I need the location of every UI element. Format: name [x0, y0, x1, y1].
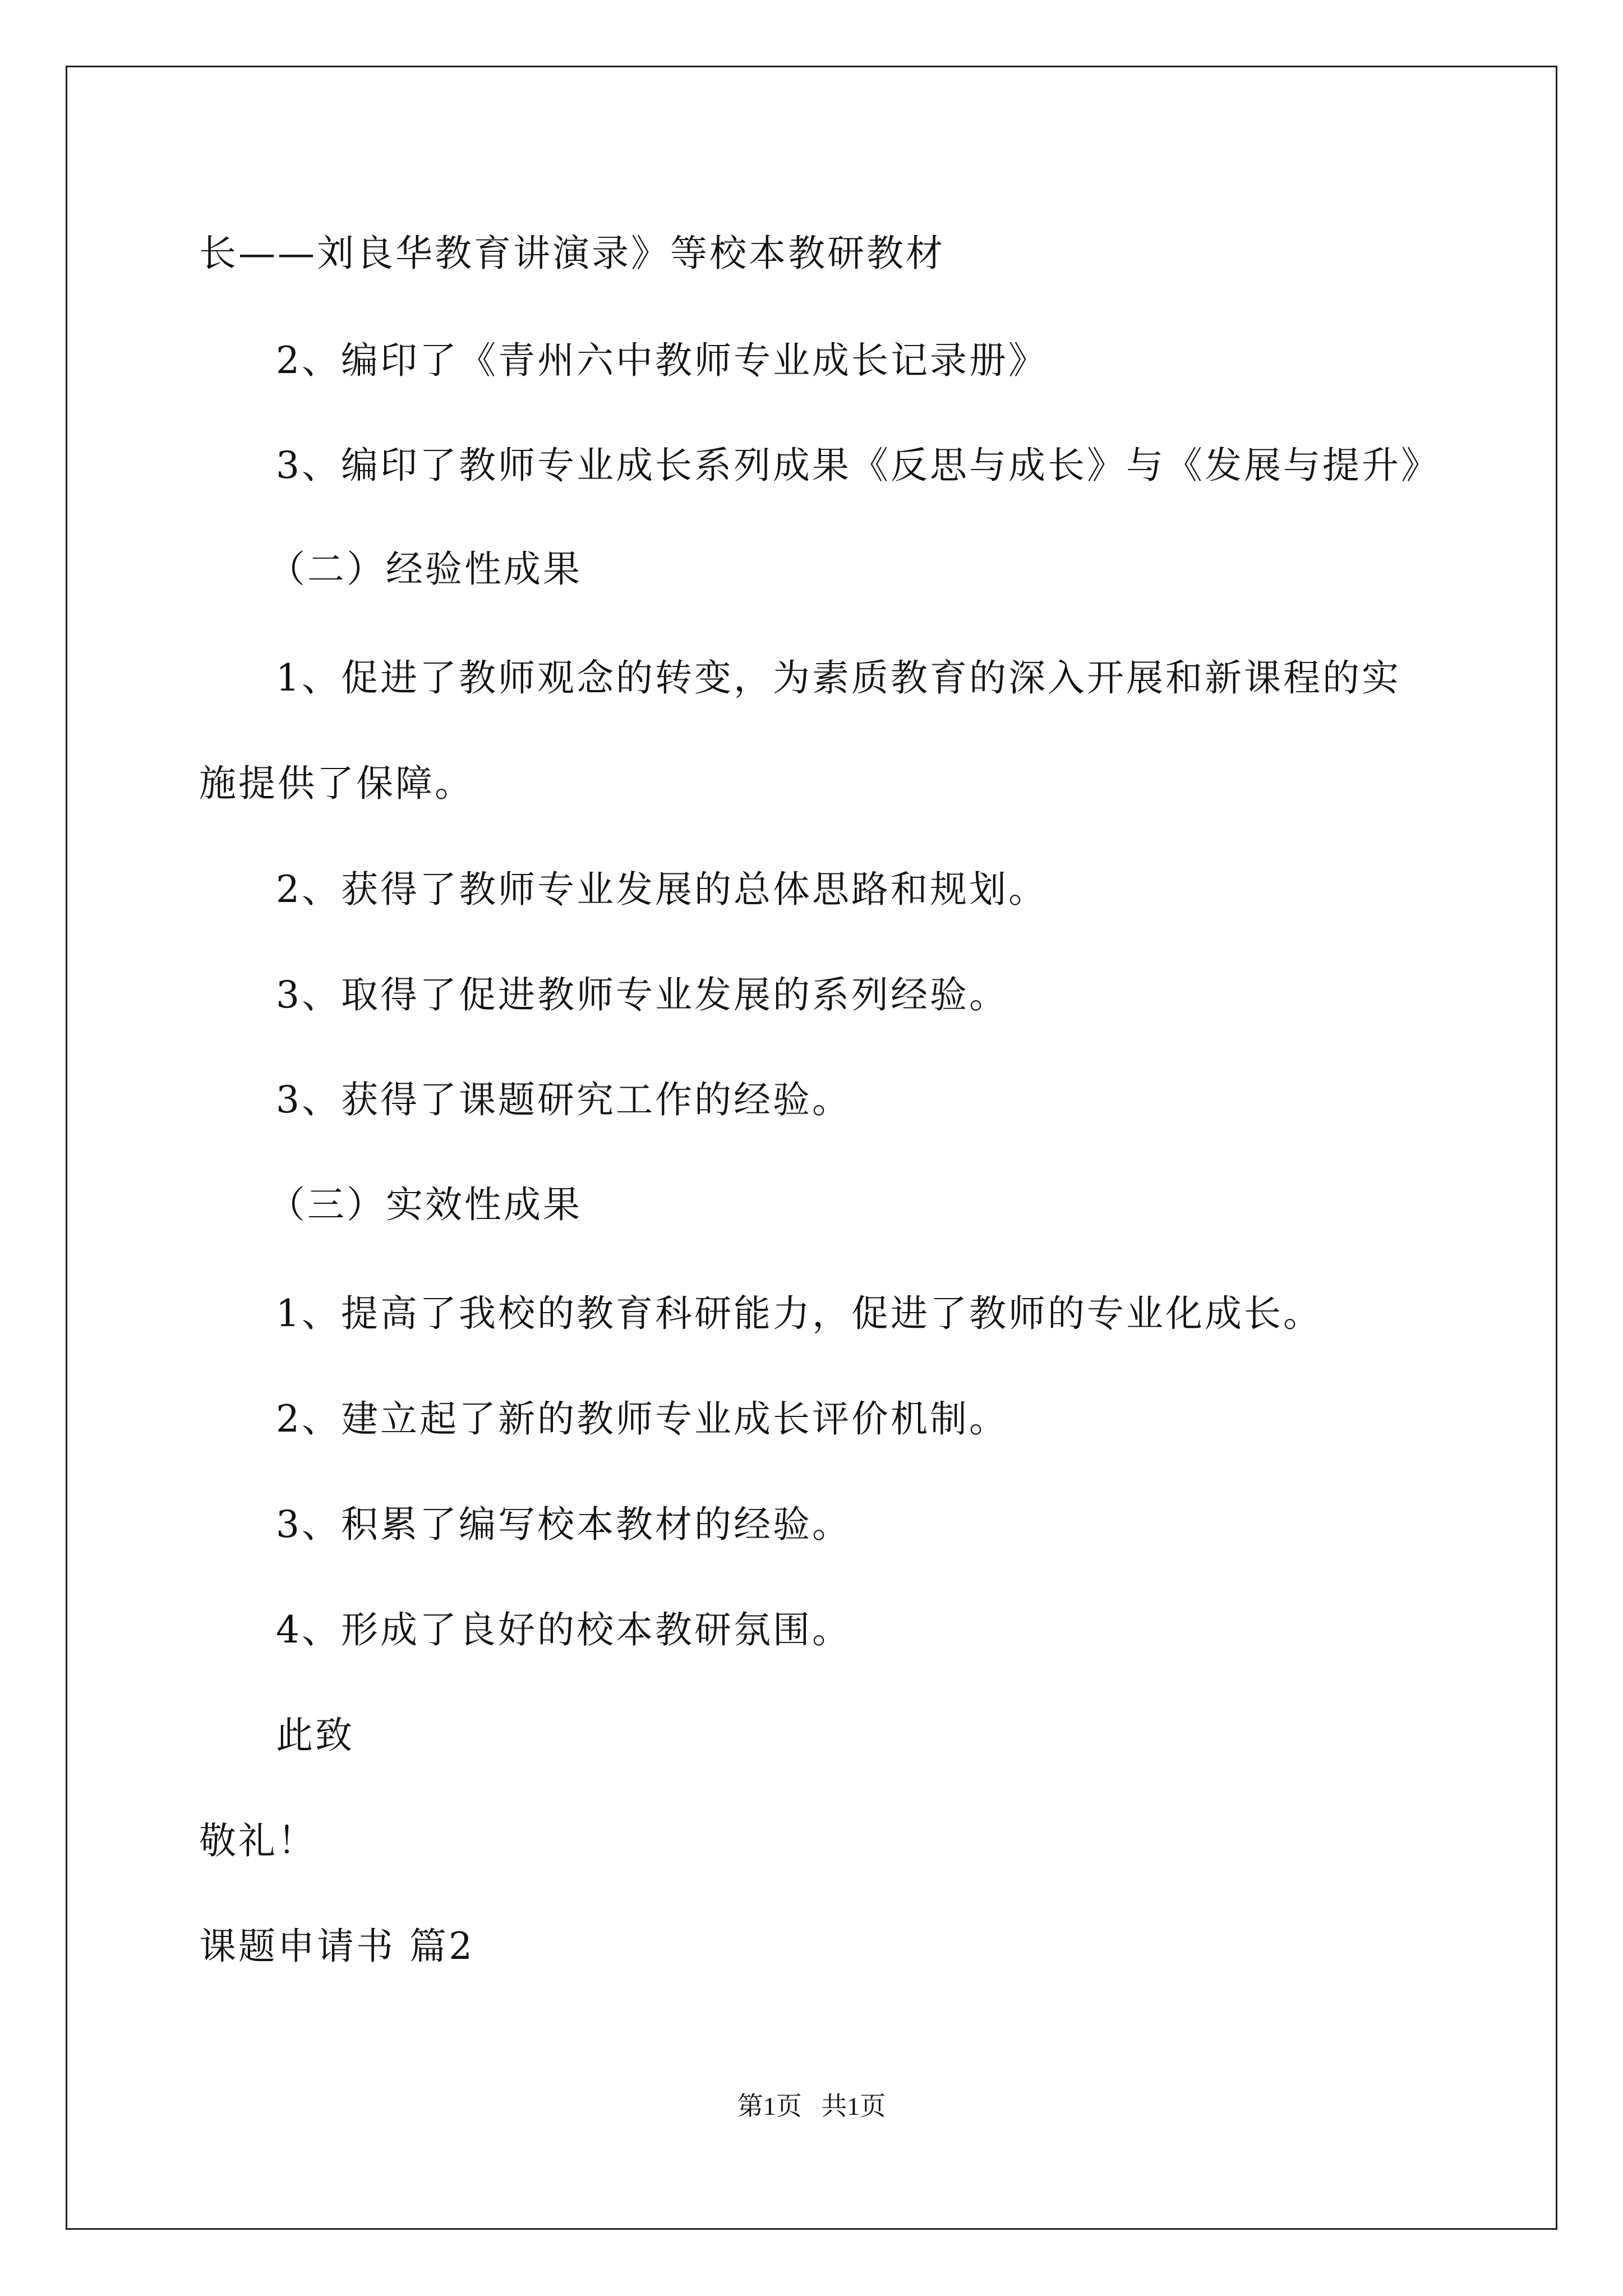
- text-line-item: 4、形成了良好的校本教研氛围。: [276, 1608, 851, 1651]
- text-line-item: 1、促进了教师观念的转变，为素质教育的深入开展和新课程的实: [276, 656, 1401, 700]
- text-line-item: 3、编印了教师专业成长系列成果《反思与成长》与《发展与提升》: [276, 444, 1440, 487]
- next-section-title: 课题申请书 篇2: [199, 1925, 474, 1968]
- text-line-continuation: 长——刘良华教育讲演录》等校本教研教材: [199, 232, 945, 275]
- text-line-item: 3、获得了课题研究工作的经验。: [276, 1078, 851, 1121]
- text-line-item: 3、取得了促进教师专业发展的系列经验。: [276, 973, 1008, 1016]
- closing-regards: 敬礼！: [199, 1819, 317, 1862]
- page-footer: 第1页 共1页: [737, 2092, 886, 2120]
- section-heading: （三）实效性成果: [268, 1183, 582, 1226]
- text-line-continuation: 施提供了保障。: [199, 762, 474, 805]
- section-heading: （二）经验性成果: [268, 547, 582, 591]
- text-line-item: 1、提高了我校的教育科研能力，促进了教师的专业化成长。: [276, 1292, 1322, 1335]
- text-line-item: 3、积累了编写校本教材的经验。: [276, 1503, 851, 1546]
- text-line-item: 2、获得了教师专业发展的总体思路和规划。: [276, 868, 1048, 911]
- closing-salutation: 此致: [276, 1714, 354, 1757]
- page-border: [66, 66, 1557, 2230]
- text-line-item: 2、建立起了新的教师专业成长评价机制。: [276, 1397, 1008, 1441]
- text-line-item: 2、编印了《青州六中教师专业成长记录册》: [276, 339, 1048, 382]
